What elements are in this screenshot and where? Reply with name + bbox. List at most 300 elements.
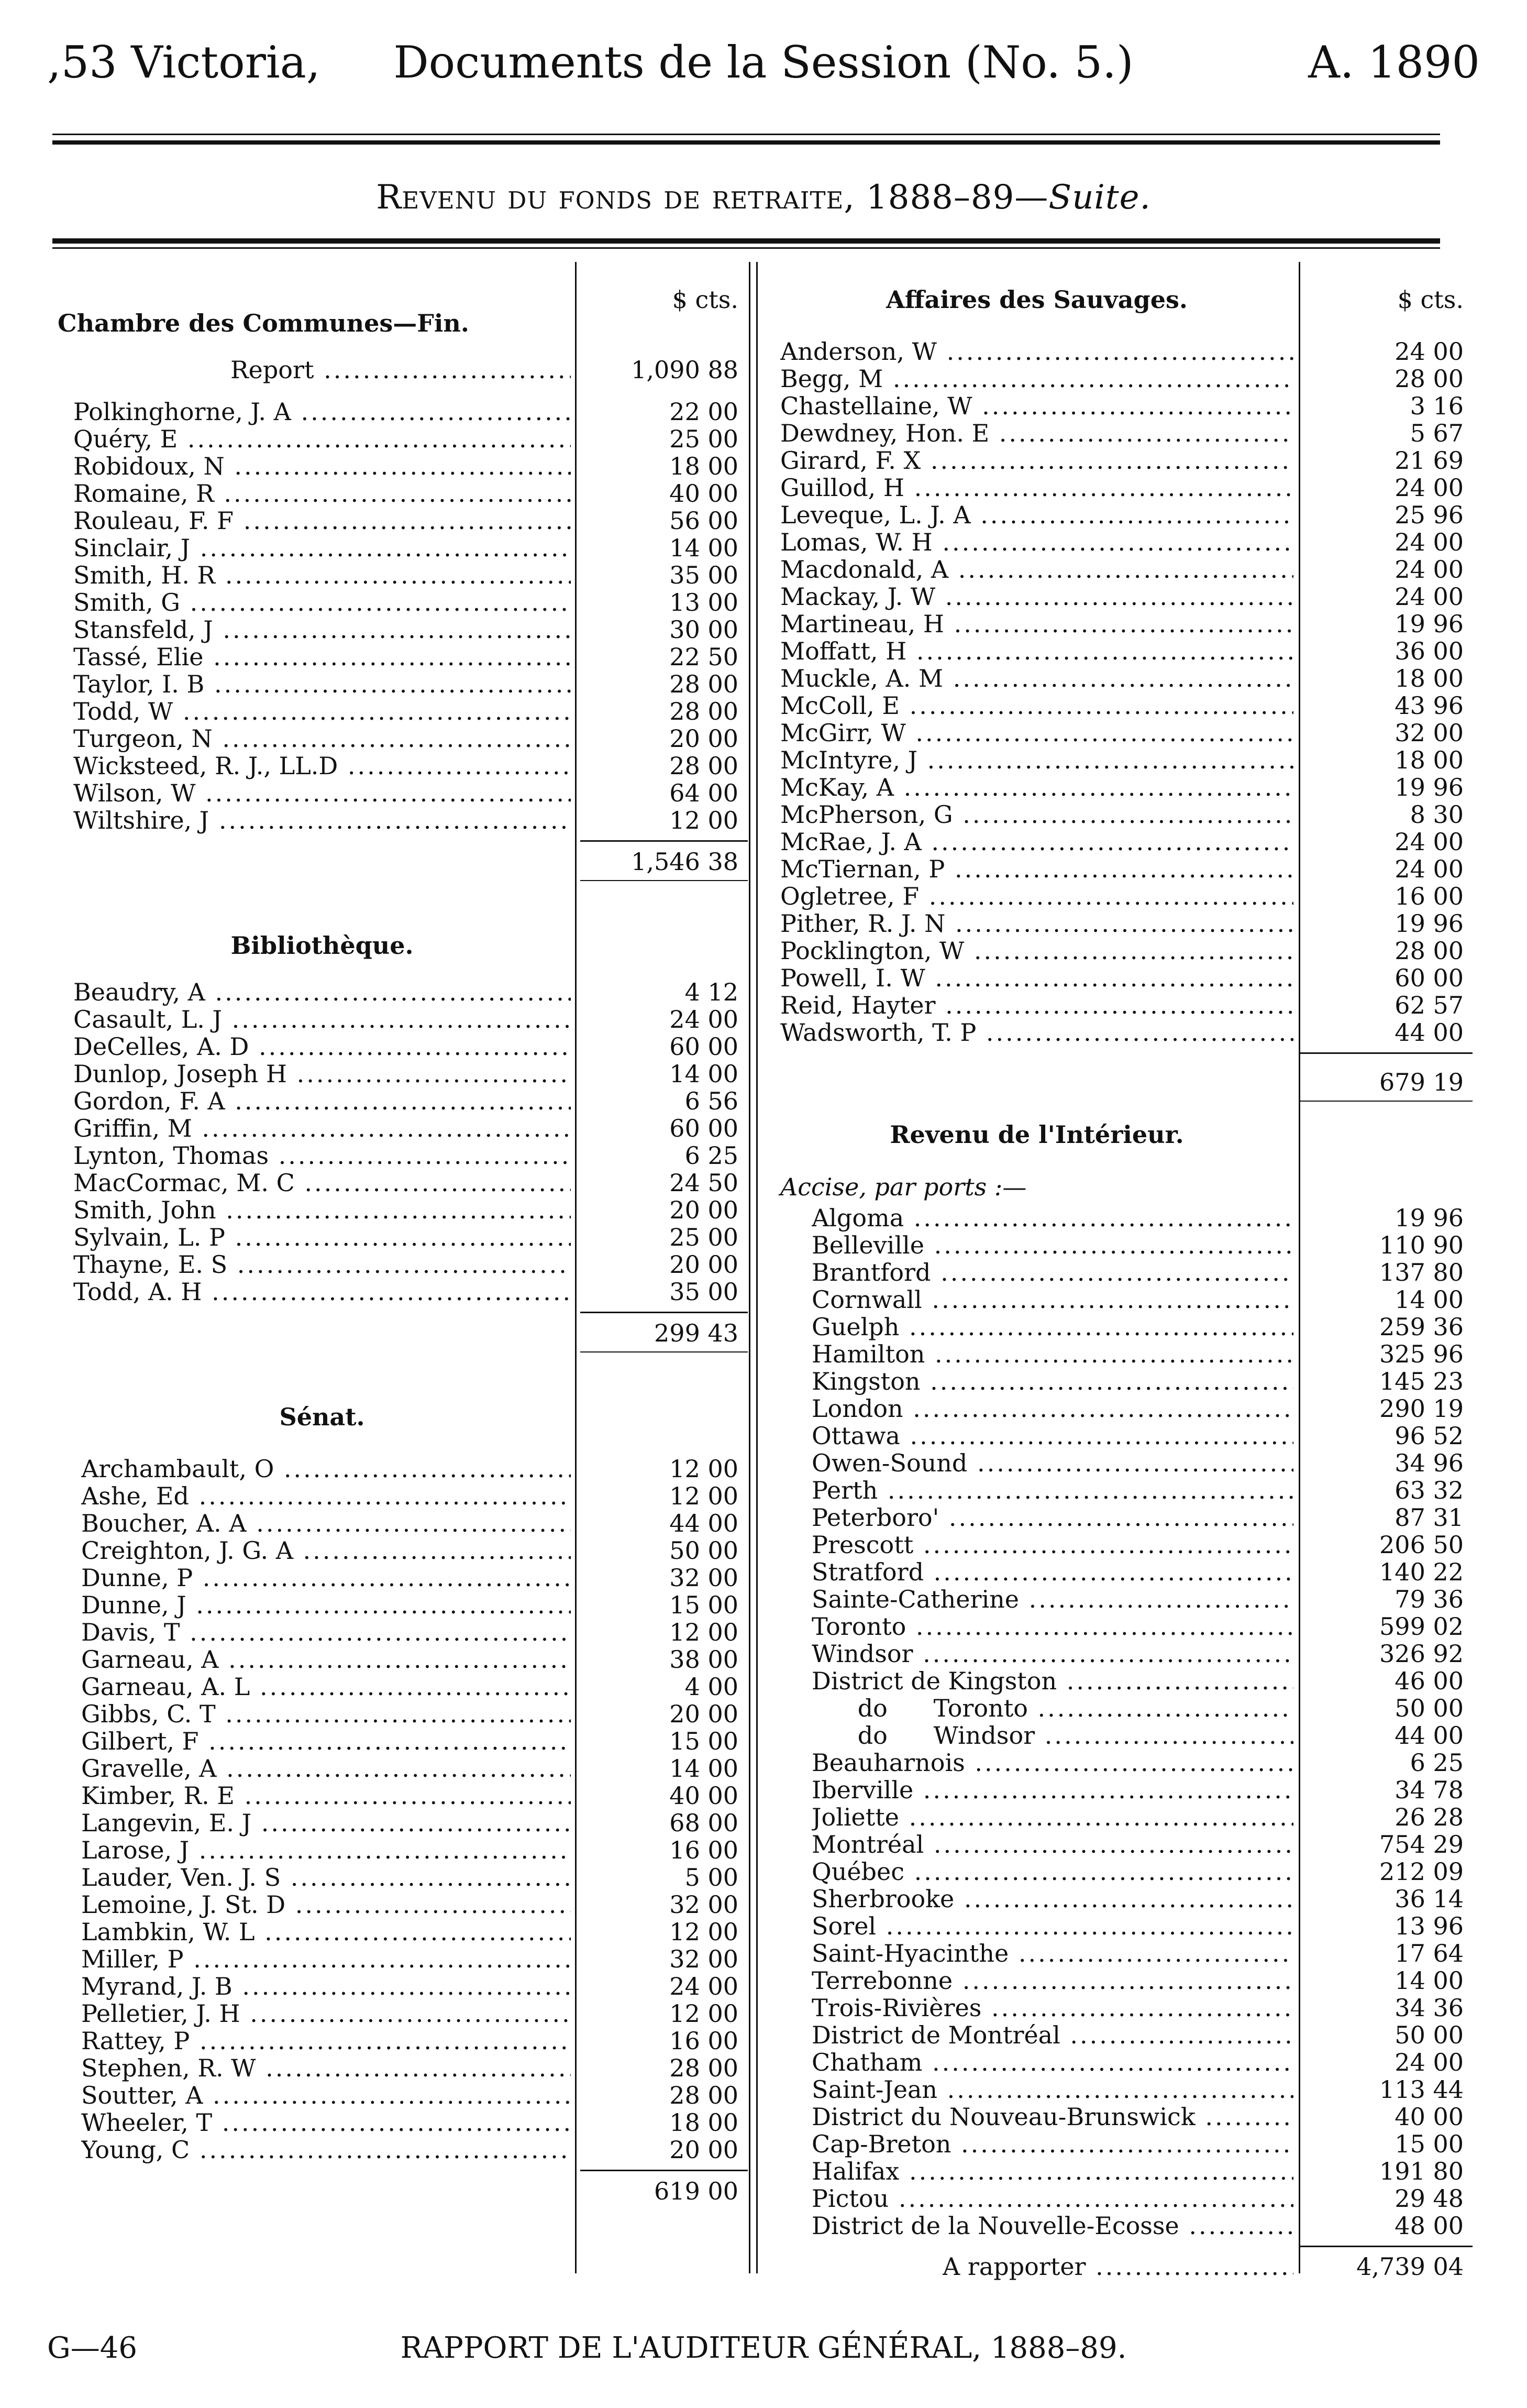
row-amount: 8 30 bbox=[1410, 800, 1464, 829]
table-row bbox=[81, 1700, 738, 1728]
table-row bbox=[812, 1994, 1464, 2021]
row-amount: 326 92 bbox=[1379, 1640, 1464, 1668]
table-row bbox=[812, 1695, 1464, 1722]
row-amount: 12 00 bbox=[669, 1918, 738, 1946]
row-name: Garneau, A ..... bbox=[81, 1646, 571, 1673]
row-name: Dunne, J ..... bbox=[81, 1591, 571, 1619]
row-name: Martineau, H ..... bbox=[780, 610, 1293, 637]
table-row bbox=[81, 1510, 738, 1537]
row-amount: 13 96 bbox=[1395, 1912, 1464, 1940]
table-row bbox=[81, 1864, 738, 1891]
table-row bbox=[81, 2109, 738, 2136]
table-row bbox=[812, 1912, 1464, 1940]
row-name: Miller, P ..... bbox=[81, 1945, 571, 1973]
table-row bbox=[81, 1455, 738, 1482]
table-row bbox=[780, 529, 1464, 556]
carry-amount: 4,739 04 bbox=[1356, 2252, 1464, 2281]
table-row bbox=[81, 1646, 738, 1673]
table-row bbox=[780, 665, 1464, 692]
row-name: Chatham ..... bbox=[812, 2049, 1293, 2076]
row-amount: 110 90 bbox=[1379, 1231, 1464, 1259]
row-name: Lauder, Ven. J. S ..... bbox=[81, 1864, 571, 1891]
row-name: Robidoux, N ..... bbox=[73, 453, 571, 480]
row-name: Halifax ..... bbox=[812, 2158, 1293, 2185]
table-row bbox=[812, 2130, 1464, 2158]
table-row bbox=[73, 1006, 738, 1033]
section-title-bibliotheque: Bibliothèque. bbox=[230, 931, 414, 960]
row-amount: 40 00 bbox=[669, 1782, 738, 1810]
row-amount: 754 29 bbox=[1379, 1830, 1464, 1859]
row-amount: 290 19 bbox=[1379, 1394, 1464, 1423]
header-rule-thin bbox=[52, 134, 1440, 135]
row-amount: 137 80 bbox=[1379, 1258, 1464, 1287]
row-name: Todd, A. H ..... bbox=[73, 1278, 571, 1305]
row-amount: 28 00 bbox=[669, 670, 738, 698]
row-amount: 60 00 bbox=[669, 1114, 738, 1142]
row-amount: 18 00 bbox=[669, 452, 738, 480]
subtotal-rule-bottom bbox=[580, 1351, 748, 1353]
subtotal-rule-bottom bbox=[1300, 1101, 1473, 1102]
row-name: Lemoine, J. St. D ..... bbox=[81, 1891, 571, 1918]
row-amount: 5 67 bbox=[1410, 419, 1464, 447]
section-total-sauvages: 679 19 bbox=[1379, 1068, 1464, 1096]
row-name: Guillod, H ..... bbox=[780, 474, 1293, 501]
row-name: Québec ..... bbox=[812, 1858, 1293, 1885]
row-name: Garneau, A. L ..... bbox=[81, 1673, 571, 1700]
table-row bbox=[812, 1368, 1464, 1395]
header-title: Documents de la Session (No. 5.) bbox=[393, 37, 1134, 88]
table-row bbox=[780, 964, 1464, 992]
row-amount: 29 48 bbox=[1395, 2184, 1464, 2213]
table-row bbox=[780, 937, 1464, 964]
row-name: District de la Nouvelle-Ecosse ..... bbox=[812, 2212, 1293, 2239]
row-amount: 32 00 bbox=[1395, 719, 1464, 747]
table-row bbox=[780, 447, 1464, 474]
row-name: Lynton, Thomas ..... bbox=[73, 1142, 571, 1169]
report-amount: 1,090 88 bbox=[631, 356, 738, 384]
row-name: Sinclair, J ..... bbox=[73, 534, 571, 562]
row-name: Hamilton ..... bbox=[812, 1340, 1293, 1368]
section-title-communes: Chambre des Communes—Fin. bbox=[58, 309, 469, 337]
table-row bbox=[73, 670, 738, 698]
row-amount: 28 00 bbox=[1395, 937, 1464, 965]
row-amount: 50 00 bbox=[1395, 2021, 1464, 2049]
row-amount: 34 96 bbox=[1395, 1449, 1464, 1477]
table-row bbox=[81, 2027, 738, 2054]
row-amount: 60 00 bbox=[1395, 964, 1464, 992]
row-name: District de Montréal ..... bbox=[812, 2021, 1293, 2049]
table-row bbox=[780, 474, 1464, 501]
carry-rule bbox=[1300, 2246, 1473, 2247]
row-name: Algoma ..... bbox=[812, 1204, 1293, 1232]
center-divider-b bbox=[756, 262, 758, 2273]
footer-page-number: G—46 bbox=[47, 2331, 137, 2365]
table-row bbox=[81, 1945, 738, 1973]
row-amount: 48 00 bbox=[1395, 2212, 1464, 2240]
table-row bbox=[73, 978, 738, 1006]
row-amount: 35 00 bbox=[669, 1278, 738, 1306]
table-row bbox=[73, 480, 738, 507]
row-amount: 12 00 bbox=[669, 1455, 738, 1483]
table-row bbox=[812, 2158, 1464, 2185]
row-name: Ashe, Ed ..... bbox=[81, 1482, 571, 1510]
row-name: Muckle, A. M ..... bbox=[780, 665, 1293, 692]
table-row bbox=[812, 2021, 1464, 2049]
row-amount: 32 00 bbox=[669, 1890, 738, 1919]
table-row bbox=[812, 2076, 1464, 2103]
table-row bbox=[780, 556, 1464, 583]
row-amount: 25 00 bbox=[669, 1223, 738, 1251]
carry-forward-row bbox=[943, 2253, 1464, 2280]
row-amount: 206 50 bbox=[1379, 1531, 1464, 1559]
row-amount: 20 00 bbox=[669, 1196, 738, 1224]
row-amount: 113 44 bbox=[1379, 2075, 1464, 2104]
row-amount: 24 00 bbox=[669, 1005, 738, 1033]
row-name: Wicksteed, R. J., LL.D ..... bbox=[73, 752, 571, 779]
row-name: Wiltshire, J ..... bbox=[73, 807, 571, 834]
row-name: Leveque, L. J. A ..... bbox=[780, 501, 1293, 529]
row-amount: 191 80 bbox=[1379, 2157, 1464, 2185]
table-row bbox=[812, 1477, 1464, 1504]
table-row bbox=[780, 719, 1464, 746]
row-name: Owen-Sound ..... bbox=[812, 1449, 1293, 1477]
row-name: Cap-Breton ..... bbox=[812, 2130, 1293, 2158]
table-row bbox=[812, 1232, 1464, 1259]
table-row bbox=[73, 752, 738, 779]
row-name: Tassé, Elie ..... bbox=[73, 643, 571, 670]
table-row bbox=[73, 589, 738, 616]
row-amount: 40 00 bbox=[1395, 2103, 1464, 2131]
row-name: Dewdney, Hon. E ..... bbox=[780, 420, 1293, 447]
row-name: Stephen, R. W ..... bbox=[81, 2054, 571, 2082]
row-amount: 63 32 bbox=[1395, 1476, 1464, 1504]
table-row bbox=[81, 1837, 738, 1864]
subtotal-rule-bottom bbox=[580, 880, 748, 881]
table-row bbox=[81, 2000, 738, 2027]
row-name: Griffin, M ..... bbox=[73, 1115, 571, 1142]
row-name: Gordon, F. A ..... bbox=[73, 1087, 571, 1115]
table-row bbox=[81, 1482, 738, 1510]
row-amount: 44 00 bbox=[669, 1509, 738, 1537]
row-amount: 19 96 bbox=[1395, 909, 1464, 938]
row-name: Saint-Jean ..... bbox=[812, 2076, 1293, 2103]
row-amount: 32 00 bbox=[669, 1945, 738, 1973]
row-name: Lambkin, W. L ..... bbox=[81, 1918, 571, 1945]
row-amount: 24 00 bbox=[1395, 474, 1464, 502]
row-name: Chastellaine, W ..... bbox=[780, 392, 1293, 420]
table-row bbox=[81, 1591, 738, 1619]
section-total-communes: 1,546 38 bbox=[631, 848, 738, 876]
report-row bbox=[73, 356, 738, 383]
row-name: McRae, J. A ..... bbox=[780, 828, 1293, 855]
row-amount: 4 00 bbox=[684, 1673, 738, 1701]
table-row bbox=[73, 1142, 738, 1169]
accise-subheading: Accise, par ports :— bbox=[780, 1173, 1027, 1201]
row-name: Dunlop, Joseph H ..... bbox=[73, 1060, 571, 1087]
row-amount: 56 00 bbox=[669, 507, 738, 535]
row-amount: 14 00 bbox=[1395, 1966, 1464, 1995]
row-name: Guelph ..... bbox=[812, 1313, 1293, 1340]
row-amount: 62 57 bbox=[1395, 991, 1464, 1019]
row-name: Girard, F. X ..... bbox=[780, 447, 1293, 474]
table-row bbox=[812, 1776, 1464, 1804]
row-amount: 13 00 bbox=[669, 588, 738, 617]
row-name: Reid, Hayter ..... bbox=[780, 992, 1293, 1019]
report-label: Report ..... bbox=[230, 356, 571, 383]
row-name: McIntyre, J ..... bbox=[780, 746, 1293, 774]
section-title-sauvages: Affaires des Sauvages. bbox=[886, 285, 1188, 314]
row-amount: 21 69 bbox=[1395, 446, 1464, 475]
row-amount: 24 00 bbox=[669, 1972, 738, 2000]
row-amount: 24 00 bbox=[1395, 2048, 1464, 2076]
row-name: Cornwall ..... bbox=[812, 1286, 1293, 1313]
row-name: Romaine, R ..... bbox=[73, 480, 571, 507]
row-name: DeCelles, A. D ..... bbox=[73, 1033, 571, 1060]
row-name: Beauharnois ..... bbox=[812, 1749, 1293, 1776]
row-name: Larose, J ..... bbox=[81, 1837, 571, 1864]
table-row bbox=[81, 1673, 738, 1700]
row-amount: 259 36 bbox=[1379, 1313, 1464, 1341]
row-amount: 28 00 bbox=[669, 697, 738, 725]
row-amount: 18 00 bbox=[1395, 664, 1464, 692]
row-amount: 32 00 bbox=[669, 1564, 738, 1592]
row-amount: 24 00 bbox=[1395, 582, 1464, 611]
row-name: Quéry, E ..... bbox=[73, 425, 571, 453]
row-amount: 6 56 bbox=[684, 1087, 738, 1115]
header-rule-thick bbox=[52, 140, 1440, 145]
subtotal-rule bbox=[580, 840, 748, 842]
center-divider-a bbox=[749, 262, 750, 2273]
table-row bbox=[780, 610, 1464, 637]
section-title-interieur: Revenu de l'Intérieur. bbox=[890, 1120, 1184, 1149]
table-row bbox=[73, 1033, 738, 1060]
row-name: Smith, H. R ..... bbox=[73, 562, 571, 589]
table-row bbox=[780, 883, 1464, 910]
table-row bbox=[812, 1722, 1464, 1749]
row-name: Prescott ..... bbox=[812, 1531, 1293, 1558]
table-row bbox=[812, 2212, 1464, 2239]
table-row bbox=[812, 2049, 1464, 2076]
subtitle-rule-thin bbox=[52, 247, 1440, 249]
row-name: Stansfeld, J ..... bbox=[73, 616, 571, 643]
table-row bbox=[780, 338, 1464, 365]
table-row bbox=[812, 1749, 1464, 1776]
row-amount: 50 00 bbox=[669, 1536, 738, 1565]
row-amount: 14 00 bbox=[669, 1754, 738, 1783]
row-name: London ..... bbox=[812, 1395, 1293, 1422]
row-amount: 87 31 bbox=[1395, 1503, 1464, 1532]
row-name: Rouleau, F. F ..... bbox=[73, 507, 571, 534]
row-amount: 4 12 bbox=[684, 978, 738, 1006]
row-name: Ottawa ..... bbox=[812, 1422, 1293, 1449]
row-name: Sylvain, L. P ..... bbox=[73, 1224, 571, 1251]
header-session-year: ,53 Victoria, bbox=[47, 37, 320, 88]
row-name: Polkinghorne, J. A ..... bbox=[73, 398, 571, 425]
row-name: do Toronto ..... bbox=[812, 1695, 1293, 1722]
row-amount: 212 09 bbox=[1379, 1857, 1464, 1886]
row-name: Ogletree, F ..... bbox=[780, 883, 1293, 910]
row-amount: 18 00 bbox=[669, 2108, 738, 2137]
table-row bbox=[780, 1019, 1464, 1046]
row-name: Gilbert, F ..... bbox=[81, 1728, 571, 1755]
row-amount: 43 96 bbox=[1395, 691, 1464, 720]
table-row bbox=[812, 1640, 1464, 1667]
row-name: Montréal ..... bbox=[812, 1831, 1293, 1858]
table-row bbox=[73, 507, 738, 534]
section-title-senat: Sénat. bbox=[279, 1403, 365, 1431]
table-row bbox=[812, 2185, 1464, 2212]
row-amount: 15 00 bbox=[669, 1591, 738, 1619]
table-row bbox=[780, 365, 1464, 392]
row-name: Archambault, O ..... bbox=[81, 1455, 571, 1482]
row-amount: 599 02 bbox=[1379, 1612, 1464, 1641]
row-name: Pelletier, J. H ..... bbox=[81, 2000, 571, 2027]
row-amount: 145 23 bbox=[1379, 1367, 1464, 1395]
row-amount: 64 00 bbox=[669, 779, 738, 807]
row-name: Langevin, E. J ..... bbox=[81, 1809, 571, 1837]
row-amount: 24 00 bbox=[1395, 855, 1464, 883]
row-name: Gibbs, C. T ..... bbox=[81, 1700, 571, 1728]
row-amount: 140 22 bbox=[1379, 1558, 1464, 1586]
row-name: MacCormac, M. C ..... bbox=[73, 1169, 571, 1196]
table-row bbox=[73, 1060, 738, 1087]
row-amount: 28 00 bbox=[669, 752, 738, 780]
row-name: Stratford ..... bbox=[812, 1558, 1293, 1586]
row-amount: 24 00 bbox=[1395, 528, 1464, 556]
section-total-bibliotheque: 299 43 bbox=[654, 1319, 738, 1347]
table-row bbox=[812, 1804, 1464, 1831]
row-name: Trois-Rivières ..... bbox=[812, 1994, 1293, 2021]
table-row bbox=[73, 1278, 738, 1305]
row-name: Pocklington, W ..... bbox=[780, 937, 1293, 964]
table-row bbox=[81, 2054, 738, 2082]
row-name: Sherbrooke ..... bbox=[812, 1885, 1293, 1912]
table-row bbox=[81, 1728, 738, 1755]
row-amount: 325 96 bbox=[1379, 1340, 1464, 1368]
table-row bbox=[812, 1504, 1464, 1531]
row-amount: 44 00 bbox=[1395, 1018, 1464, 1047]
row-amount: 14 00 bbox=[669, 1060, 738, 1088]
table-row bbox=[73, 425, 738, 453]
table-row bbox=[780, 746, 1464, 774]
table-row bbox=[81, 1537, 738, 1564]
row-name: McGirr, W ..... bbox=[780, 719, 1293, 746]
row-name: Perth ..... bbox=[812, 1477, 1293, 1504]
table-row bbox=[812, 2103, 1464, 2130]
table-row bbox=[812, 1967, 1464, 1994]
subtotal-rule bbox=[580, 2170, 748, 2171]
table-row bbox=[73, 1169, 738, 1196]
row-name: Pither, R. J. N ..... bbox=[780, 910, 1293, 937]
table-row bbox=[812, 1940, 1464, 1967]
table-row bbox=[780, 801, 1464, 828]
table-row bbox=[73, 1251, 738, 1278]
subtitle-suite: Suite. bbox=[1048, 178, 1151, 217]
table-row bbox=[780, 392, 1464, 420]
row-name: Myrand, J. B ..... bbox=[81, 1973, 571, 2000]
row-amount: 15 00 bbox=[669, 1727, 738, 1755]
row-amount: 36 00 bbox=[1395, 637, 1464, 665]
row-amount: 30 00 bbox=[669, 615, 738, 644]
row-amount: 19 96 bbox=[1395, 773, 1464, 801]
row-amount: 26 28 bbox=[1395, 1803, 1464, 1831]
row-name: Sorel ..... bbox=[812, 1912, 1293, 1940]
table-row bbox=[73, 1224, 738, 1251]
table-row bbox=[780, 774, 1464, 801]
row-name: Gravelle, A ..... bbox=[81, 1755, 571, 1782]
row-name: Taylor, I. B ..... bbox=[73, 670, 571, 698]
table-row bbox=[812, 1395, 1464, 1422]
table-row bbox=[73, 807, 738, 834]
table-row bbox=[812, 1204, 1464, 1232]
row-name: McTiernan, P ..... bbox=[780, 855, 1293, 883]
row-name: Wilson, W ..... bbox=[73, 779, 571, 807]
table-row bbox=[812, 1613, 1464, 1640]
row-amount: 35 00 bbox=[669, 561, 738, 589]
row-name: Creighton, J. G. A ..... bbox=[81, 1537, 571, 1564]
row-name: Young, C ..... bbox=[81, 2136, 571, 2163]
row-amount: 16 00 bbox=[1395, 882, 1464, 910]
row-amount: 25 96 bbox=[1395, 501, 1464, 529]
row-amount: 5 00 bbox=[684, 1863, 738, 1892]
table-row bbox=[73, 1115, 738, 1142]
table-row bbox=[780, 692, 1464, 719]
table-row bbox=[780, 420, 1464, 447]
row-amount: 16 00 bbox=[669, 1836, 738, 1864]
row-name: Anderson, W ..... bbox=[780, 338, 1293, 365]
table-row bbox=[73, 1087, 738, 1115]
table-row bbox=[81, 1782, 738, 1809]
table-row bbox=[812, 1586, 1464, 1613]
row-name: Boucher, A. A ..... bbox=[81, 1510, 571, 1537]
row-name: Windsor ..... bbox=[812, 1640, 1293, 1667]
row-amount: 24 00 bbox=[1395, 828, 1464, 856]
carry-label: A rapporter ..... bbox=[943, 2253, 1293, 2280]
row-amount: 12 00 bbox=[669, 1618, 738, 1646]
row-amount: 16 00 bbox=[669, 2027, 738, 2055]
subtitle-main: Revenu du fonds de retraite, 1888–89— bbox=[376, 178, 1049, 217]
table-row bbox=[780, 828, 1464, 855]
row-name: Dunne, P ..... bbox=[81, 1564, 571, 1591]
row-name: Wheeler, T ..... bbox=[81, 2109, 571, 2136]
row-amount: 12 00 bbox=[669, 806, 738, 834]
row-amount: 12 00 bbox=[669, 1482, 738, 1510]
row-amount: 34 36 bbox=[1395, 1994, 1464, 2022]
table-row bbox=[81, 2136, 738, 2163]
section-total-senat: 619 00 bbox=[654, 2177, 738, 2205]
row-name: Terrebonne ..... bbox=[812, 1967, 1293, 1994]
row-name: Davis, T ..... bbox=[81, 1619, 571, 1646]
table-row bbox=[812, 1558, 1464, 1586]
table-row bbox=[780, 855, 1464, 883]
subtotal-rule bbox=[1300, 1052, 1473, 1054]
table-row bbox=[812, 1340, 1464, 1368]
table-row bbox=[812, 1286, 1464, 1313]
table-row bbox=[812, 1667, 1464, 1695]
row-name: Soutter, A ..... bbox=[81, 2082, 571, 2109]
row-amount: 6 25 bbox=[684, 1141, 738, 1170]
row-amount: 24 50 bbox=[669, 1169, 738, 1197]
table-row bbox=[812, 1449, 1464, 1477]
table-row bbox=[812, 1831, 1464, 1858]
table-row bbox=[73, 453, 738, 480]
row-name: Mackay, J. W ..... bbox=[780, 583, 1293, 610]
table-row bbox=[73, 779, 738, 807]
row-name: Iberville ..... bbox=[812, 1776, 1293, 1804]
row-amount: 14 00 bbox=[669, 534, 738, 562]
row-name: Macdonald, A ..... bbox=[780, 556, 1293, 583]
row-amount: 18 00 bbox=[1395, 746, 1464, 774]
